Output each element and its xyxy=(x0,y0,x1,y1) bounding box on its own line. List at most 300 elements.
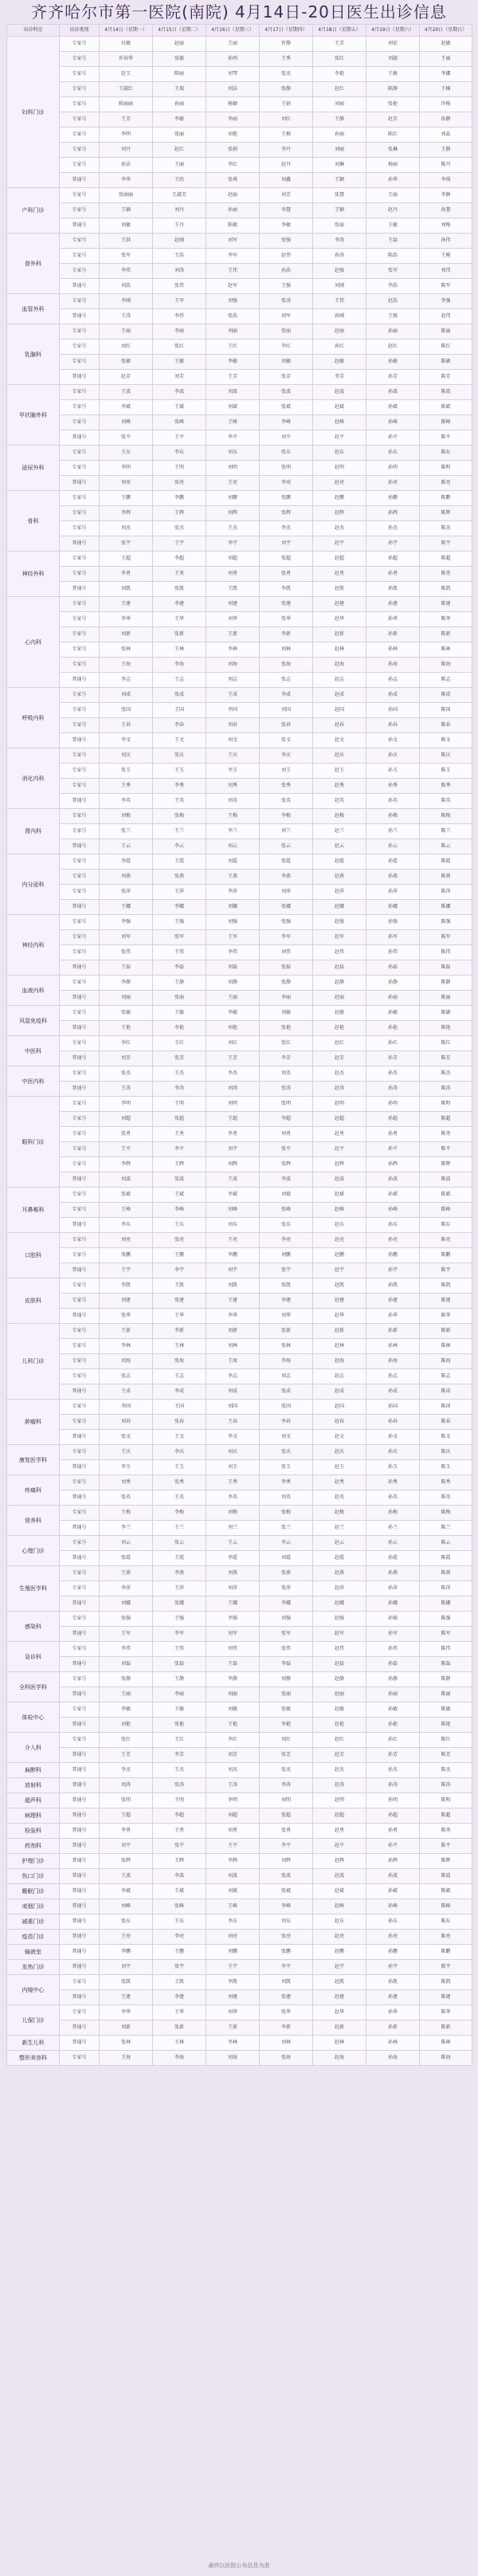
clinic-type-cell: 普通号 xyxy=(60,1172,100,1188)
doctor-cell: 陈燕 xyxy=(420,870,472,885)
doctor-cell: 李强 xyxy=(100,915,153,930)
doctor-cell: 刘勇 xyxy=(206,567,260,582)
doctor-cell: 赵建 xyxy=(313,597,366,612)
doctor-cell: 刘辉 xyxy=(260,1854,313,1869)
doctor-cell: 王静 xyxy=(153,976,206,991)
doctor-cell: 陈强 xyxy=(420,1612,472,1627)
doctor-cell: 李英 xyxy=(206,1490,260,1506)
doctor-cell: 王丽 xyxy=(420,52,472,67)
schedule-table-wrap xyxy=(6,24,472,2066)
table-row xyxy=(7,1218,472,1233)
clinic-type-cell: 普通号 xyxy=(60,1627,100,1642)
doctor-cell: 孙宇 xyxy=(366,1263,420,1278)
doctor-cell: 刘东 xyxy=(260,1914,313,1930)
clinic-type-cell: 普通号 xyxy=(60,173,100,188)
doctor-cell: 张凯 xyxy=(153,582,206,597)
table-row xyxy=(7,1566,472,1581)
doctor-cell: 李平 xyxy=(153,1142,206,1157)
department-cell: 检验科 xyxy=(7,1824,60,1839)
clinic-type-cell: 专家号 xyxy=(60,1581,100,1596)
column-header: 4月15日（星期二） xyxy=(153,25,206,37)
doctor-cell: 刘志 xyxy=(206,673,260,688)
doctor-cell: 赵丽 xyxy=(313,1687,366,1702)
doctor-cell: 孙亮 xyxy=(366,476,420,491)
doctor-cell: 张宇 xyxy=(100,536,153,552)
clinic-type-cell: 专家号 xyxy=(60,688,100,703)
doctor-cell: 陈杰 xyxy=(420,1763,472,1778)
doctor-cell: 刘洁 xyxy=(206,82,260,97)
doctor-cell: 赵宇 xyxy=(313,1263,366,1278)
clinic-type-cell: 专家号 xyxy=(60,188,100,203)
doctor-cell: 张海 xyxy=(260,2051,313,2066)
doctor-cell: 张峰 xyxy=(153,415,206,430)
doctor-cell: 王英 xyxy=(153,794,206,809)
doctor-cell: 赵丽 xyxy=(153,37,206,52)
table-row xyxy=(7,1596,472,1612)
doctor-cell: 刘敏 xyxy=(100,218,153,234)
column-header: 4月16日（星期三） xyxy=(206,25,260,37)
doctor-cell: 张英 xyxy=(100,1490,153,1506)
doctor-cell: 张军 xyxy=(153,930,206,945)
doctor-cell: 赵海 xyxy=(313,1354,366,1369)
department-cell: 肾内科 xyxy=(7,809,60,854)
doctor-cell: 王庆 xyxy=(100,1445,153,1460)
table-row xyxy=(7,1415,472,1430)
doctor-cell: 刘霞 xyxy=(260,1551,313,1566)
doctor-cell: 陈平 xyxy=(420,1839,472,1854)
doctor-cell: 孙斌 xyxy=(366,1884,420,1899)
doctor-cell: 刘鹏 xyxy=(260,1248,313,1263)
doctor-cell: 孙宇 xyxy=(366,536,420,552)
clinic-type-cell: 专家号 xyxy=(60,1112,100,1127)
department-cell: 皮肤科 xyxy=(7,1278,60,1324)
doctor-cell: 陈辉 xyxy=(420,506,472,521)
doctor-cell: 王春 xyxy=(206,1415,260,1430)
doctor-cell: 李霞 xyxy=(206,1551,260,1566)
doctor-cell: 陈秀 xyxy=(420,779,472,794)
doctor-cell: 赵强 xyxy=(313,915,366,930)
doctor-cell: 赵成 xyxy=(313,1384,366,1400)
doctor-cell: 孙新 xyxy=(366,1324,420,1339)
doctor-cell: 张琳 xyxy=(366,143,420,158)
doctor-cell: 刘芳 xyxy=(153,370,206,385)
doctor-cell: 陈志 xyxy=(420,1369,472,1384)
doctor-cell: 孙国 xyxy=(366,703,420,718)
doctor-cell: 王红 xyxy=(206,340,260,355)
doctor-cell: 张燕 xyxy=(260,1566,313,1581)
doctor-cell: 李平 xyxy=(206,430,260,446)
doctor-cell: 赵萍 xyxy=(313,885,366,900)
doctor-cell: 孙平 xyxy=(366,1142,420,1157)
doctor-cell: 王娜 xyxy=(206,1596,260,1612)
doctor-cell: 王红 xyxy=(153,1036,206,1051)
table-row xyxy=(7,1233,472,1248)
table-row xyxy=(7,1672,472,1687)
clinic-type-cell: 专家号 xyxy=(60,1294,100,1309)
table-row xyxy=(7,1263,472,1278)
doctor-cell: 李兰 xyxy=(206,824,260,839)
doctor-cell: 赵勇 xyxy=(313,1824,366,1839)
table-row xyxy=(7,1581,472,1596)
doctor-cell: 孙亮 xyxy=(366,1930,420,1945)
doctor-cell: 王波 xyxy=(100,385,153,400)
doctor-cell: 刘杰 xyxy=(260,1066,313,1082)
doctor-cell: 李静 xyxy=(206,1672,260,1687)
doctor-cell: 陈鹏 xyxy=(420,491,472,506)
table-row xyxy=(7,930,472,945)
doctor-cell: 陈国 xyxy=(420,1400,472,1415)
doctor-cell: 王丽 xyxy=(206,991,260,1006)
table-row xyxy=(7,1778,472,1793)
doctor-cell: 张杰 xyxy=(260,1763,313,1778)
doctor-cell: 赵林 xyxy=(313,2036,366,2051)
doctor-cell: 赵红 xyxy=(313,1733,366,1748)
clinic-type-cell: 专家号 xyxy=(60,1506,100,1521)
doctor-cell: 赵斌 xyxy=(313,400,366,415)
table-row xyxy=(7,794,472,809)
doctor-cell: 王建 xyxy=(100,597,153,612)
doctor-cell: 陈兰 xyxy=(420,824,472,839)
doctor-cell: 张杰 xyxy=(153,521,206,536)
clinic-type-cell: 专家号 xyxy=(60,415,100,430)
doctor-cell: 王林 xyxy=(153,1339,206,1354)
doctor-cell: 赵春 xyxy=(313,718,366,733)
clinic-type-cell: 普通号 xyxy=(60,1657,100,1672)
doctor-cell: 张建 xyxy=(260,597,313,612)
doctor-cell: 张斌 xyxy=(260,400,313,415)
doctor-cell: 李艳 xyxy=(313,67,366,82)
doctor-cell: 赵杰 xyxy=(313,521,366,536)
table-row xyxy=(7,1278,472,1294)
clinic-type-cell: 普通号 xyxy=(60,1309,100,1324)
doctor-cell: 赵建 xyxy=(313,1990,366,2005)
clinic-type-cell: 普通号 xyxy=(60,1854,100,1869)
doctor-cell: 李伟 xyxy=(100,264,153,279)
doctor-cell: 张娟 xyxy=(206,143,260,158)
doctor-cell: 赵辉 xyxy=(313,1157,366,1172)
doctor-cell: 赵斌 xyxy=(313,1884,366,1899)
doctor-cell: 张静 xyxy=(260,976,313,991)
doctor-cell: 张亮 xyxy=(153,1233,206,1248)
doctor-cell: 张强 xyxy=(100,1612,153,1627)
doctor-cell: 王淑芳 xyxy=(153,188,206,203)
doctor-cell: 王涛 xyxy=(206,1778,260,1793)
doctor-cell: 陈丽 xyxy=(153,67,206,82)
doctor-cell: 王敏 xyxy=(153,355,206,370)
doctor-cell: 刘凯 xyxy=(260,1975,313,1990)
doctor-cell: 陈芳 xyxy=(420,1748,472,1763)
doctor-cell: 张海 xyxy=(260,658,313,673)
doctor-cell: 刘丽 xyxy=(206,1687,260,1702)
doctor-cell: 赵丹 xyxy=(260,158,313,173)
doctor-cell: 刘秀 xyxy=(100,1475,153,1490)
clinic-type-cell: 普通号 xyxy=(60,1490,100,1506)
doctor-cell: 陈林 xyxy=(420,2036,472,2051)
doctor-cell: 陈峰 xyxy=(420,415,472,430)
table-row xyxy=(7,97,472,112)
doctor-cell: 张新 xyxy=(260,1324,313,1339)
doctor-cell: 陈艳 xyxy=(420,1021,472,1036)
doctor-cell: 赵敏 xyxy=(313,355,366,370)
doctor-cell: 孙静 xyxy=(366,976,420,991)
doctor-cell: 张静 xyxy=(260,82,313,97)
doctor-cell: 赵春 xyxy=(313,1415,366,1430)
doctor-cell: 陈斌 xyxy=(420,400,472,415)
doctor-cell: 张建 xyxy=(153,1294,206,1309)
doctor-cell: 王霞 xyxy=(153,854,206,870)
table-row xyxy=(7,1869,472,1884)
clinic-type-cell: 专家号 xyxy=(60,491,100,506)
doctor-cell: 赵勇 xyxy=(313,1127,366,1142)
doctor-cell: 陈建 xyxy=(420,597,472,612)
doctor-cell: 孙勇 xyxy=(366,1127,420,1142)
doctor-cell: 李强 xyxy=(420,294,472,309)
doctor-cell: 王秀 xyxy=(206,1475,260,1490)
doctor-cell: 孙玉 xyxy=(366,1460,420,1475)
doctor-cell: 陈静 xyxy=(420,976,472,991)
doctor-cell: 孙杰 xyxy=(366,1763,420,1778)
doctor-cell: 李波 xyxy=(153,1869,206,1884)
doctor-cell: 陈新 xyxy=(420,2020,472,2036)
doctor-cell: 刘伟 xyxy=(420,264,472,279)
doctor-cell: 刘斌 xyxy=(206,400,260,415)
doctor-cell: 孙华 xyxy=(366,2005,420,2020)
doctor-cell: 赵秀 xyxy=(313,779,366,794)
department-cell: 眼科门诊 xyxy=(7,1097,60,1188)
doctor-cell: 孙艳 xyxy=(366,1718,420,1733)
department-cell: 内镜中心 xyxy=(7,1975,60,2005)
clinic-type-cell: 普通号 xyxy=(60,1384,100,1400)
doctor-cell: 刘兰 xyxy=(206,1521,260,1536)
doctor-cell: 赵敏 xyxy=(313,1702,366,1718)
doctor-cell: 赵丽 xyxy=(313,324,366,340)
doctor-cell: 刘林 xyxy=(260,2036,313,2051)
doctor-cell: 赵华 xyxy=(313,612,366,627)
clinic-type-cell: 专家号 xyxy=(60,1203,100,1218)
doctor-cell: 赵玉 xyxy=(313,1460,366,1475)
doctor-cell: 李超 xyxy=(260,1112,313,1127)
doctor-cell: 王新 xyxy=(206,2020,260,2036)
doctor-cell: 张敏 xyxy=(100,1006,153,1021)
doctor-cell: 王亮 xyxy=(206,476,260,491)
clinic-type-cell: 普通号 xyxy=(60,1960,100,1975)
doctor-cell: 张英 xyxy=(260,794,313,809)
doctor-cell: 刘宇 xyxy=(206,1263,260,1278)
doctor-cell: 刘海 xyxy=(100,1354,153,1369)
clinic-type-cell: 普通号 xyxy=(60,218,100,234)
clinic-type-cell: 专家号 xyxy=(60,718,100,733)
doctor-cell: 刘海 xyxy=(206,2051,260,2066)
doctor-cell: 李成 xyxy=(153,1384,206,1400)
doctor-cell: 许梅 xyxy=(420,97,472,112)
doctor-cell: 孙海 xyxy=(366,1354,420,1369)
doctor-cell: 陈凯 xyxy=(420,1975,472,1990)
doctor-cell: 刘琳 xyxy=(313,158,366,173)
doctor-cell: 王勇 xyxy=(153,1127,206,1142)
doctor-cell: 赵刚 xyxy=(153,234,206,249)
doctor-cell: 王淑红 xyxy=(100,82,153,97)
doctor-cell: 陈峰 xyxy=(420,1899,472,1914)
table-row xyxy=(7,809,472,824)
doctor-cell: 赵华 xyxy=(313,1309,366,1324)
doctor-cell: 刘庆 xyxy=(206,1445,260,1460)
doctor-cell: 刘庆 xyxy=(100,748,153,764)
table-row xyxy=(7,854,472,870)
doctor-cell: 陈娜 xyxy=(420,1596,472,1612)
doctor-cell: 孙新 xyxy=(366,627,420,642)
table-row xyxy=(7,1188,472,1203)
doctor-cell: 孙萍 xyxy=(366,1581,420,1596)
doctor-cell: 刘艳 xyxy=(100,1718,153,1733)
doctor-cell: 孙明 xyxy=(366,461,420,476)
doctor-cell: 孙春 xyxy=(366,718,420,733)
table-row xyxy=(7,1051,472,1066)
doctor-cell: 李亮 xyxy=(260,476,313,491)
doctor-cell: 赵艳 xyxy=(313,1021,366,1036)
doctor-cell: 张娜 xyxy=(260,900,313,915)
doctor-cell: 张杰 xyxy=(260,67,313,82)
clinic-type-cell: 专家号 xyxy=(60,627,100,642)
doctor-cell: 王娜 xyxy=(100,900,153,915)
doctor-cell: 赵杰 xyxy=(313,1066,366,1082)
doctor-cell: 李春 xyxy=(153,718,206,733)
table-row xyxy=(7,1521,472,1536)
clinic-type-cell: 专家号 xyxy=(60,1536,100,1551)
doctor-cell: 王波 xyxy=(100,1869,153,1884)
doctor-cell: 赵芳 xyxy=(313,1051,366,1066)
doctor-cell: 李平 xyxy=(260,1839,313,1854)
doctor-cell: 李成 xyxy=(260,688,313,703)
doctor-cell: 陈芳 xyxy=(420,370,472,385)
doctor-cell: 张华 xyxy=(260,612,313,627)
doctor-cell: 孙艳 xyxy=(366,1021,420,1036)
doctor-cell: 张勇 xyxy=(100,1127,153,1142)
clinic-type-cell: 普通号 xyxy=(60,794,100,809)
clinic-type-cell: 专家号 xyxy=(60,915,100,930)
doctor-cell: 赵华 xyxy=(313,2005,366,2020)
doctor-cell: 陈新 xyxy=(420,627,472,642)
table-row xyxy=(7,1157,472,1172)
doctor-cell: 张东 xyxy=(260,1218,313,1233)
table-row xyxy=(7,688,472,703)
doctor-cell: 张林 xyxy=(100,2036,153,2051)
doctor-cell: 赵平 xyxy=(313,430,366,446)
table-row xyxy=(7,400,472,415)
doctor-cell: 陈文 xyxy=(420,1430,472,1445)
doctor-cell: 刘芳 xyxy=(260,188,313,203)
doctor-cell: 王萍 xyxy=(153,885,206,900)
doctor-cell: 陈兰 xyxy=(420,1521,472,1536)
doctor-cell: 刘云 xyxy=(100,1536,153,1551)
doctor-cell: 陈磊 xyxy=(420,960,472,976)
doctor-cell: 陈亮 xyxy=(420,1930,472,1945)
doctor-cell: 张丽 xyxy=(260,1687,313,1702)
department-cell: 妇科门诊 xyxy=(7,37,60,188)
doctor-cell: 王涛 xyxy=(100,309,153,324)
doctor-cell: 陈燕 xyxy=(420,1566,472,1581)
table-row xyxy=(7,476,472,491)
doctor-cell: 张亮 xyxy=(260,1930,313,1945)
doctor-cell: 陈辉 xyxy=(420,1854,472,1869)
doctor-cell: 李静 xyxy=(420,188,472,203)
doctor-cell: 李萍 xyxy=(100,1581,153,1596)
doctor-cell: 刘亮 xyxy=(100,1233,153,1248)
doctor-cell: 王亮 xyxy=(100,1930,153,1945)
doctor-cell: 孙超 xyxy=(366,1112,420,1127)
doctor-cell: 李海 xyxy=(153,2051,206,2066)
doctor-cell: 孙娜 xyxy=(366,900,420,915)
table-row xyxy=(7,976,472,991)
doctor-cell: 王凯 xyxy=(206,582,260,597)
table-row xyxy=(7,885,472,900)
doctor-cell: 孙勇 xyxy=(366,1824,420,1839)
doctor-cell: 王秀 xyxy=(100,779,153,794)
doctor-cell: 孙慧 xyxy=(420,203,472,218)
doctor-cell: 陈丽 xyxy=(420,324,472,340)
table-row xyxy=(7,1324,472,1339)
table-row xyxy=(7,112,472,128)
doctor-cell: 赵静 xyxy=(313,976,366,991)
doctor-cell: 陈英 xyxy=(420,794,472,809)
doctor-cell: 赵娜 xyxy=(313,900,366,915)
clinic-type-cell: 普通号 xyxy=(60,2020,100,2036)
doctor-cell: 赵国 xyxy=(313,1400,366,1415)
doctor-cell: 陈云 xyxy=(420,839,472,854)
doctor-cell: 王云 xyxy=(206,1536,260,1551)
clinic-type-cell: 专家号 xyxy=(60,1702,100,1718)
doctor-cell: 王峰 xyxy=(100,1203,153,1218)
doctor-cell: 王强 xyxy=(366,309,420,324)
doctor-cell: 杨丽 xyxy=(366,158,420,173)
page-footer: 最终以医院公布信息为准 xyxy=(208,2562,270,2569)
clinic-type-cell: 专家号 xyxy=(60,809,100,824)
doctor-cell: 李红 xyxy=(206,1733,260,1748)
column-header: 4月17日（星期四） xyxy=(260,25,313,37)
clinic-type-cell: 专家号 xyxy=(60,854,100,870)
doctor-cell: 刘峰 xyxy=(100,1899,153,1914)
doctor-cell: 李凯 xyxy=(260,582,313,597)
doctor-cell: 张华 xyxy=(100,1309,153,1324)
doctor-cell: 陈华 xyxy=(420,612,472,627)
doctor-cell: 张华 xyxy=(260,2005,313,2020)
doctor-cell: 赵霞 xyxy=(313,854,366,870)
doctor-cell: 孙成 xyxy=(366,688,420,703)
doctor-cell: 王军 xyxy=(206,930,260,945)
doctor-cell: 李辉 xyxy=(100,506,153,521)
doctor-cell: 王敏 xyxy=(153,1006,206,1021)
doctor-cell: 王勇 xyxy=(153,567,206,582)
table-row xyxy=(7,658,472,673)
doctor-cell: 陈文 xyxy=(420,733,472,748)
department-cell: 病理科 xyxy=(7,1808,60,1824)
doctor-cell: 李明 xyxy=(206,1793,260,1808)
doctor-cell: 张志 xyxy=(100,1369,153,1384)
department-cell: 感染科 xyxy=(7,1612,60,1642)
doctor-cell: 李伟 xyxy=(100,1642,153,1657)
doctor-cell: 王浩 xyxy=(153,249,206,264)
doctor-cell: 孙华 xyxy=(366,173,420,188)
doctor-cell: 张丽 xyxy=(260,324,313,340)
doctor-cell: 王兰 xyxy=(153,1521,206,1536)
doctor-cell: 刘梅 xyxy=(206,1506,260,1521)
table-row xyxy=(7,1097,472,1112)
doctor-cell: 王敏 xyxy=(366,218,420,234)
doctor-cell: 刘静 xyxy=(206,976,260,991)
doctor-cell: 陈凯 xyxy=(420,582,472,597)
clinic-type-cell: 专家号 xyxy=(60,1127,100,1142)
doctor-cell: 刘兰 xyxy=(260,824,313,839)
doctor-cell: 刘伟 xyxy=(260,945,313,960)
